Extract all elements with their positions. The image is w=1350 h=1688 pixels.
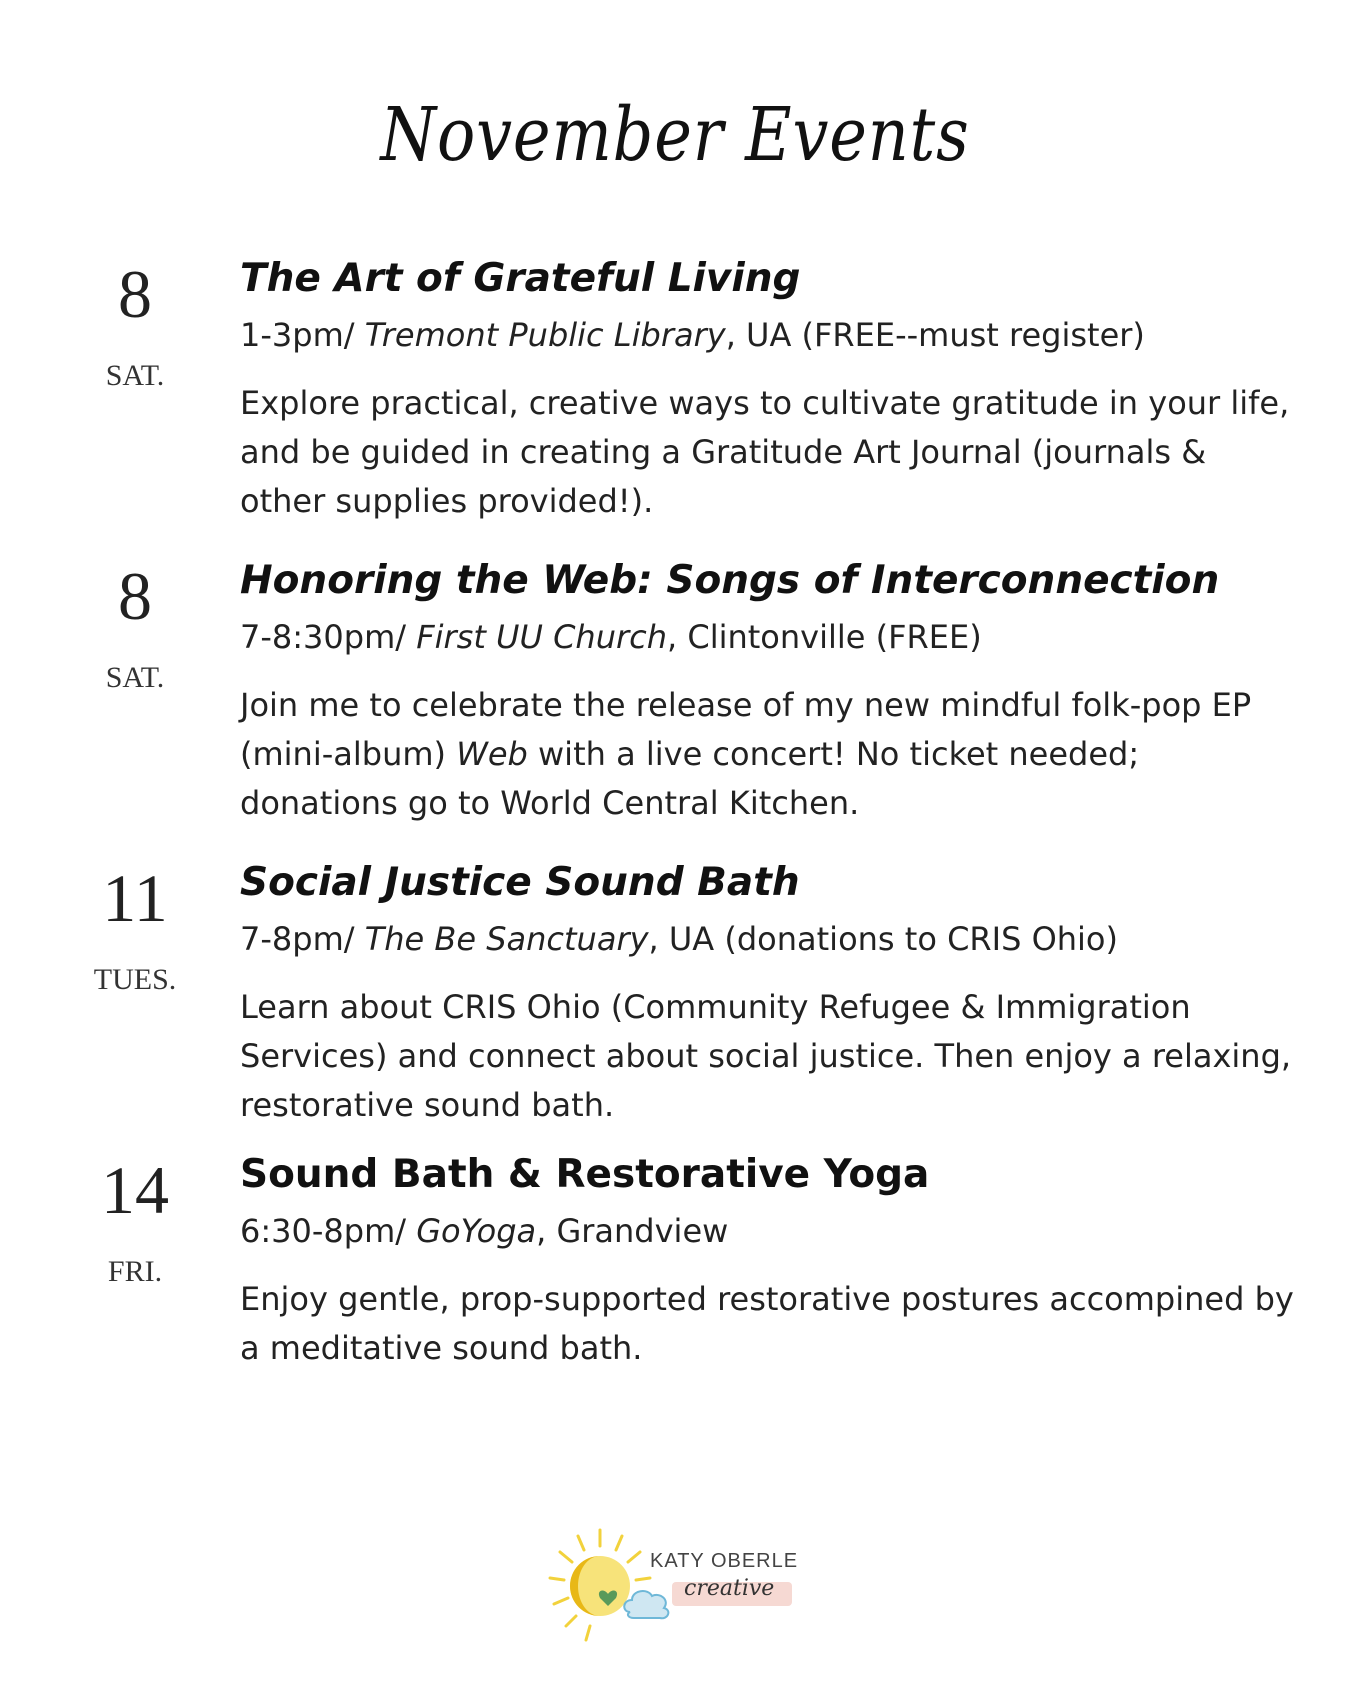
event-day-number: 8 <box>118 256 152 332</box>
event-venue: The Be Sanctuary <box>364 920 649 958</box>
event-description-text: Join me to celebrate the release of my new mindful folk-pop EP (mini-album) <box>240 686 1252 773</box>
event-title: Honoring the Web: Songs of Interconnection <box>240 558 1220 603</box>
event-title: Sound Bath & Restorative Yoga <box>240 1152 930 1197</box>
event-description: Learn about CRIS Ohio (Community Refugee & Immigration Services) and connect about social justice. Then enjoy a relaxing, restorative sound bath. <box>240 988 1292 1124</box>
logo-name: KATY OBERLE <box>650 1550 799 1572</box>
event-time-location <box>240 313 1300 357</box>
event-description: Explore practical, creative ways to cultivate gratitude in your life, and be guided in creating a Gratitude Art Journal (journals & other supplies provided!). <box>240 384 1290 520</box>
event-day-number: 11 <box>102 860 168 936</box>
logo-subtitle: creative <box>684 1576 775 1601</box>
event-location: , UA (FREE--must register) <box>725 316 1145 354</box>
event-location: , UA (donations to CRIS Ohio) <box>648 920 1118 958</box>
event-description-emphasis: Web <box>456 735 528 773</box>
event-title: Social Justice Sound Bath <box>240 860 800 905</box>
event-location: , Grandview <box>536 1212 729 1250</box>
event-day-number: 14 <box>101 1152 169 1228</box>
event-weekday: TUES. <box>93 963 177 996</box>
event-venue: Tremont Public Library <box>364 316 726 354</box>
page-title: November Events <box>380 92 970 178</box>
event-description-text: with a live concert! No ticket needed; donations go to World Central Kitchen. <box>240 735 1140 822</box>
event-venue: First UU Church <box>416 618 667 656</box>
event-time-location <box>240 917 1300 961</box>
event-time: 7-8:30pm/ <box>240 618 417 656</box>
event-time-location <box>240 1209 1300 1253</box>
event-title: The Art of Grateful Living <box>240 256 801 301</box>
event-description <box>240 681 1300 828</box>
cloud-icon <box>624 1591 668 1618</box>
event-time: 1-3pm/ <box>240 316 365 354</box>
event-time: 6:30-8pm/ <box>240 1212 417 1250</box>
event-weekday: FRI. <box>107 1255 163 1288</box>
event-time-location <box>240 615 1300 659</box>
event-description: Enjoy gentle, prop-supported restorative postures accompined by a meditative sound bath. <box>240 1280 1294 1367</box>
event-weekday: SAT. <box>105 661 165 694</box>
event-day-number: 8 <box>118 558 152 634</box>
event-location: , Clintonville (FREE) <box>667 618 982 656</box>
event-time: 7-8pm/ <box>240 920 365 958</box>
event-weekday: SAT. <box>105 359 165 392</box>
event-venue: GoYoga <box>416 1212 537 1250</box>
